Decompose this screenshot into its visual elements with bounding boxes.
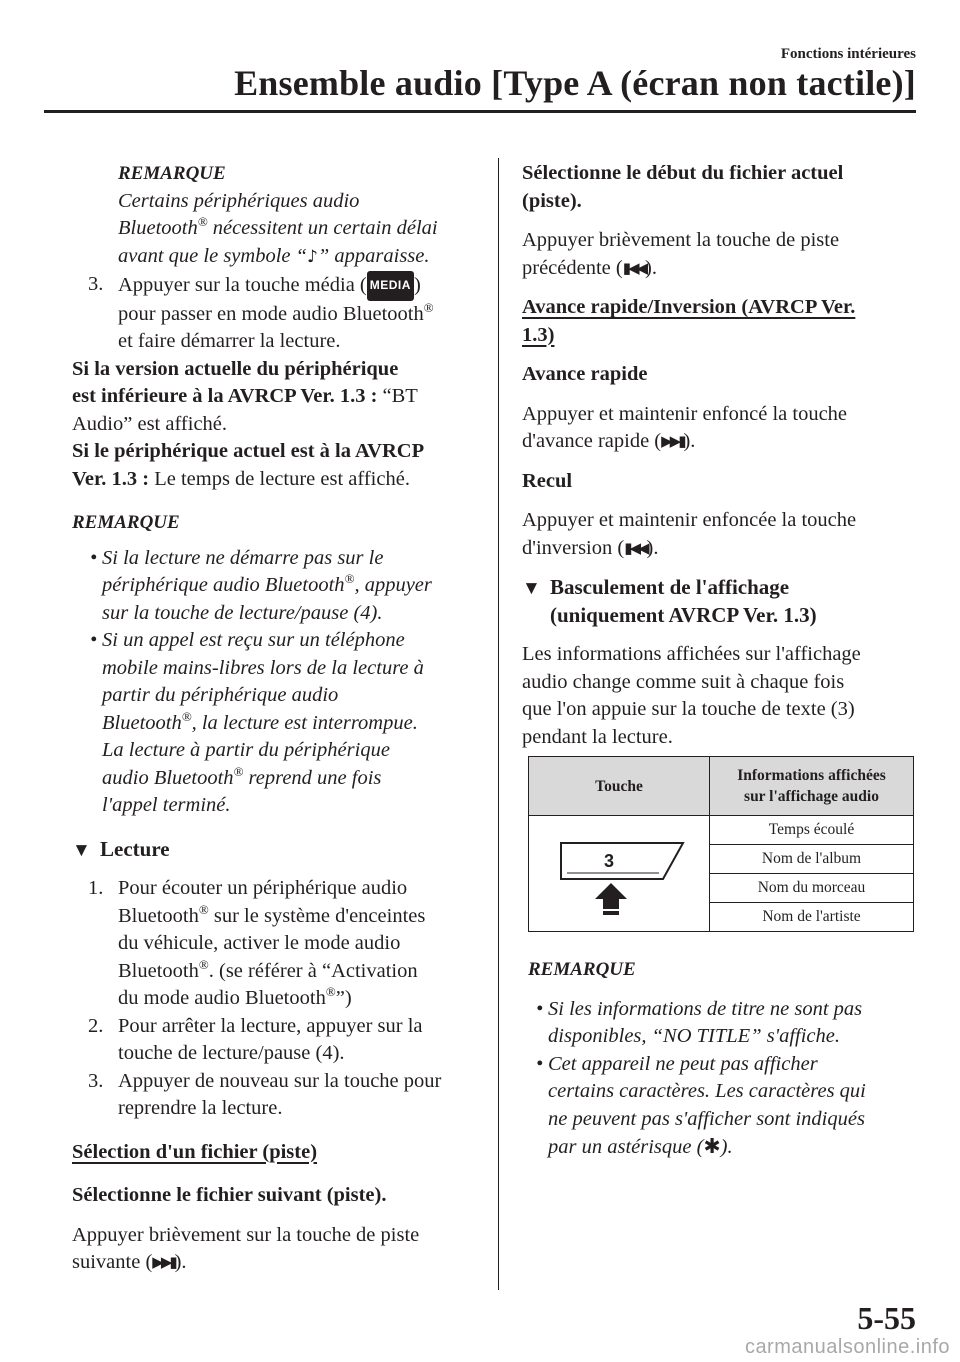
note-bullet: • Si les informations de titre ne sont pas disponibles, “NO TITLE” s'affiche. — [536, 997, 863, 1047]
lecture-step-2: 2. Pour arrêter la lecture, appuyer sur la touche de lecture/pause (4). — [88, 1014, 423, 1064]
right-column: Sélectionne le début du fichier actuel (piste). Appuyer brièvement la touche de piste précédente (▮◀◀). Avance rapide/Inversion (AVRCP Ver. 1.3) Avance rapide Appuyer et maintenir enfoncé la touche d'avance rapide (▶▶▮). Recul Appuyer et maintenir enfoncée la touche d'inversion (▮◀◀). ▼ Basculement de l'affichage (uniquement AVRCP Ver. 1.3) Les informations affichées sur l'affichage audio change comme suit à chaque fois que l'on appuie sur la touche de texte (3) pendant la lecture. — [522, 160, 916, 751]
text-button-illustration — [529, 816, 710, 932]
skip-next-icon: ▶▶▮ — [661, 432, 684, 450]
header-rule — [44, 110, 916, 113]
note-bullet: • Cet appareil ne peut pas afficher certains caractères. Les caractères qui ne peuvent pas s'afficher sont indiqués par un astérisque (✱). — [536, 1052, 866, 1158]
note-bullet: • Si un appel est reçu sur un téléphone mobile mains-libres lors de la lecture à partir du périphérique audio Bluetooth®, la lecture est interrompue. La lecture à partir du périphérique audio Bluetooth® reprend une fois l'appel terminé. — [90, 629, 424, 816]
table-row: Nom de l'album — [529, 845, 914, 874]
key-label: 3 — [603, 851, 615, 871]
lecture-step-1: 1. Pour écouter un périphérique audio Bluetooth® sur le système d'enceintes du véhicule, activer le mode audio Bluetooth®. (se référer à “Activation du mode audio Bluetooth®”) — [88, 877, 426, 1009]
triangle-icon: ▼ — [72, 839, 91, 861]
table-header-row — [529, 757, 914, 816]
column-divider — [498, 158, 499, 1290]
lecture-step-3: 3. Appuyer de nouveau sur la touche pour reprendre la lecture. — [88, 1069, 442, 1119]
table-header-touche: Touche — [529, 757, 710, 816]
page-title: Ensemble audio [Type A (écran non tactile)] — [234, 63, 916, 103]
registered-mark: ® — [197, 214, 208, 230]
table-header-info: Informations affichées sur l'affichage audio — [710, 757, 914, 816]
table-row: Nom de l'artiste — [529, 903, 914, 932]
text-button-icon — [549, 821, 689, 921]
note-bluetooth-delay: REMARQUE Certains périphériques audio Bluetooth® nécessitent un certain délai avant que le symbole “♪” apparaisse. — [118, 163, 438, 267]
subheading-file-selection: Sélection d'un fichier (piste) — [72, 1140, 318, 1163]
page-number: 5-55 — [857, 1300, 916, 1336]
media-button-icon: MEDIA — [367, 271, 414, 301]
note-heading: REMARQUE — [72, 512, 180, 533]
step-3-media: 3. Appuyer sur la touche média ( MEDIA ) pour passer en mode audio Bluetooth® et faire démarrer la lecture. — [88, 273, 434, 352]
section-label: Fonctions intérieures — [780, 46, 916, 62]
note-display-limits: REMARQUE • Si les informations de titre ne sont pas disponibles, “NO TITLE” s'affiche. • Cet appareil ne peut pas afficher certains caractères. Les caractères qui ne peuvent pas s'afficher sont indiqués par un astérisque (✱). — [528, 956, 918, 1162]
display-info-table — [528, 756, 914, 932]
left-column: REMARQUE Certains périphériques audio Bluetooth® nécessitent un certain délai avant que le symbole “♪” apparaisse. 3. Appuyer sur la touche média ( MEDIA ) pour passer en mode audio Bluetooth® et faire démarrer la lecture. Si la version actuelle du périphérique est inférieure à la AVRCP Ver. 1.3 : “BT Audio” est affiché. Si le périphérique actuel est à la AVRCP Ver. 1.3 : Le temps de lecture est affiché. REMARQUE • Si la lecture ne démarre pas sur le périphérique audio Bluetooth®, appuyer sur la touche de lecture/pause (4). • Si un appel est reçu sur un téléphone mobile mains-libres lors de la lecture à partir du périphérique audio Bluetooth®, la lecture est interrompue. La lecture à partir du périphérique audio Bluetooth® reprend une fois l'appel terminé. ▼ Lecture 1. Pour écouter un périphérique audio Bluetooth® sur le système d'enceintes du véhicule, activer le mode audio Bluetooth®. (se référer à “Activation du mode audio Bluetooth®”) 2. Pour arrêter la lecture, appuyer sur la touche de lecture/pause (4). 3. Appuyer de nouveau sur la touche pour reprendre la lecture. Sélection d'un fichier (piste) Sélectionne le fichier suivant (piste). Appuyer brièvement sur la touche de piste suivante (▶▶▮). — [72, 160, 478, 1277]
note-bullet: • Si la lecture ne démarre pas sur le périphérique audio Bluetooth®, appuyer sur la touche de lecture/pause (4). — [90, 546, 432, 624]
section-heading-display-switch: ▼ Basculement de l'affichage — [522, 574, 916, 602]
section-heading-lecture: ▼ Lecture — [72, 836, 478, 864]
skip-previous-icon: ▮◀◀ — [622, 258, 646, 277]
skip-previous-icon: ▮◀◀ — [624, 538, 647, 557]
triangle-icon: ▼ — [522, 578, 541, 599]
asterisk-icon: ✱ — [703, 1134, 721, 1158]
watermark: carmanualsonline.info — [744, 1336, 950, 1358]
subheading-fast-forward: Avance rapide/Inversion (AVRCP Ver. — [522, 296, 856, 318]
skip-next-icon: ▶▶▮ — [152, 1253, 175, 1271]
table-row: 3 Temps écoulé — [529, 816, 914, 845]
music-note-icon: ♪ — [307, 246, 318, 267]
table-row: Nom du morceau — [529, 874, 914, 903]
